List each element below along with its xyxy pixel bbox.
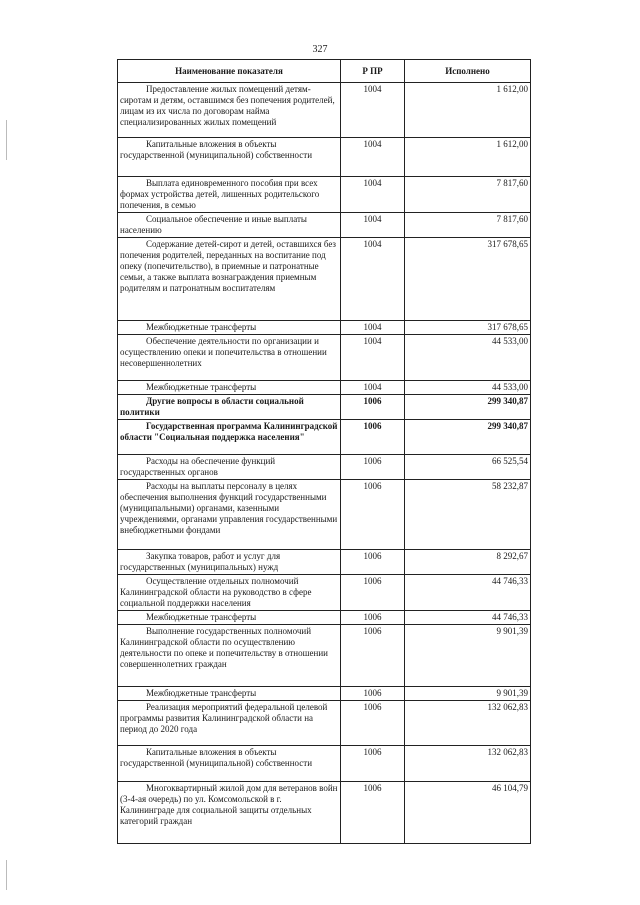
row-code: 1004 [341, 213, 405, 238]
table-row [118, 238, 531, 321]
table-row [118, 213, 531, 238]
table-row [118, 687, 531, 701]
row-code: 1004 [341, 381, 405, 395]
table-row [118, 420, 531, 455]
row-indicator-name: Предоставление жилых помещений детям-сиротам и детям, оставшимся без попечения родителей, лицам из их числа по договорам найма специализированных жилых помещений [118, 83, 341, 138]
row-indicator-name: Межбюджетные трансферты [118, 381, 341, 395]
row-indicator-name: Многоквартирный жилой дом для ветеранов войн (3-4-ая очередь) по ул. Комсомольской в г. Калининграде для социальной защиты отдельных категорий граждан [118, 782, 341, 844]
report-table [117, 59, 531, 844]
table-row [118, 550, 531, 575]
row-code: 1006 [341, 420, 405, 455]
table-row [118, 625, 531, 687]
row-code: 1004 [341, 83, 405, 138]
row-executed-value: 58 232,87 [405, 480, 531, 550]
row-indicator-name: Социальное обеспечение и иные выплаты населению [118, 213, 341, 238]
row-indicator-name: Другие вопросы в области социальной политики [118, 395, 341, 420]
row-indicator-name: Содержание детей-сирот и детей, оставшихся без попечения родителей, переданных на воспитание под опеку (попечительство), в приемные и патронатные семьи, а также выплата вознаграждения приемным родителям и патронатным воспитателям [118, 238, 341, 321]
row-executed-value: 132 062,83 [405, 746, 531, 782]
table-row [118, 575, 531, 611]
row-indicator-name: Выполнение государственных полномочий Калининградской области по осуществлению деятельности по опеке и попечительству в отношении совершеннолетних граждан [118, 625, 341, 687]
table-row [118, 701, 531, 746]
row-executed-value: 44 746,33 [405, 611, 531, 625]
table-row [118, 138, 531, 177]
row-code: 1006 [341, 455, 405, 480]
row-executed-value: 66 525,54 [405, 455, 531, 480]
table-row [118, 395, 531, 420]
row-indicator-name: Расходы на выплаты персоналу в целях обеспечения выполнения функций государственными (муниципальными) органами, казенными учреждениями, органами управления государственными внебюджетными фондами [118, 480, 341, 550]
table-header-row [118, 60, 531, 83]
row-indicator-name: Обеспечение деятельности по организации и осуществлению опеки и попечительства в отношении несовершеннолетних [118, 335, 341, 381]
table-row [118, 455, 531, 480]
scan-edge-mark [6, 860, 7, 890]
row-executed-value: 46 104,79 [405, 782, 531, 844]
table-row [118, 177, 531, 213]
row-executed-value: 317 678,65 [405, 238, 531, 321]
row-executed-value: 44 746,33 [405, 575, 531, 611]
row-indicator-name: Осуществление отдельных полномочий Калининградской области на руководство в сфере социальной поддержки населения [118, 575, 341, 611]
row-executed-value: 299 340,87 [405, 395, 531, 420]
table-body [118, 83, 531, 844]
row-executed-value: 317 678,65 [405, 321, 531, 335]
row-code: 1006 [341, 625, 405, 687]
row-executed-value: 299 340,87 [405, 420, 531, 455]
table-row [118, 335, 531, 381]
row-code: 1006 [341, 575, 405, 611]
row-indicator-name: Выплата единовременного пособия при всех формах устройства детей, лишенных родительского попечения, в семью [118, 177, 341, 213]
header-code: Р ПР [341, 60, 405, 83]
row-executed-value: 1 612,00 [405, 83, 531, 138]
row-code: 1006 [341, 611, 405, 625]
row-code: 1004 [341, 138, 405, 177]
row-code: 1004 [341, 177, 405, 213]
row-executed-value: 9 901,39 [405, 625, 531, 687]
table-row [118, 746, 531, 782]
row-code: 1006 [341, 782, 405, 844]
table-row [118, 83, 531, 138]
row-code: 1006 [341, 395, 405, 420]
page-number: 327 [312, 44, 328, 55]
row-indicator-name: Межбюджетные трансферты [118, 321, 341, 335]
row-code: 1004 [341, 335, 405, 381]
table-row [118, 381, 531, 395]
row-indicator-name: Закупка товаров, работ и услуг для государственных (муниципальных) нужд [118, 550, 341, 575]
row-executed-value: 7 817,60 [405, 177, 531, 213]
row-indicator-name: Межбюджетные трансферты [118, 611, 341, 625]
row-indicator-name: Межбюджетные трансферты [118, 687, 341, 701]
header-value: Исполнено [405, 60, 531, 83]
table-row [118, 611, 531, 625]
header-name: Наименование показателя [118, 60, 341, 83]
table-row [118, 321, 531, 335]
scan-edge-mark [6, 120, 7, 160]
row-executed-value: 8 292,67 [405, 550, 531, 575]
row-indicator-name: Государственная программа Калининградской области "Социальная поддержка населения" [118, 420, 341, 455]
row-indicator-name: Капитальные вложения в объекты государственной (муниципальной) собственности [118, 138, 341, 177]
row-code: 1004 [341, 238, 405, 321]
row-indicator-name: Реализация мероприятий федеральной целевой программы развития Калининградской области на период до 2020 года [118, 701, 341, 746]
row-code: 1006 [341, 701, 405, 746]
row-code: 1006 [341, 480, 405, 550]
row-executed-value: 7 817,60 [405, 213, 531, 238]
row-executed-value: 1 612,00 [405, 138, 531, 177]
row-code: 1004 [341, 321, 405, 335]
row-code: 1006 [341, 746, 405, 782]
row-indicator-name: Капитальные вложения в объекты государственной (муниципальной) собственности [118, 746, 341, 782]
row-executed-value: 9 901,39 [405, 687, 531, 701]
row-executed-value: 132 062,83 [405, 701, 531, 746]
table-row [118, 480, 531, 550]
row-executed-value: 44 533,00 [405, 335, 531, 381]
row-executed-value: 44 533,00 [405, 381, 531, 395]
table-row [118, 782, 531, 844]
row-indicator-name: Расходы на обеспечение функций государственных органов [118, 455, 341, 480]
row-code: 1006 [341, 687, 405, 701]
row-code: 1006 [341, 550, 405, 575]
